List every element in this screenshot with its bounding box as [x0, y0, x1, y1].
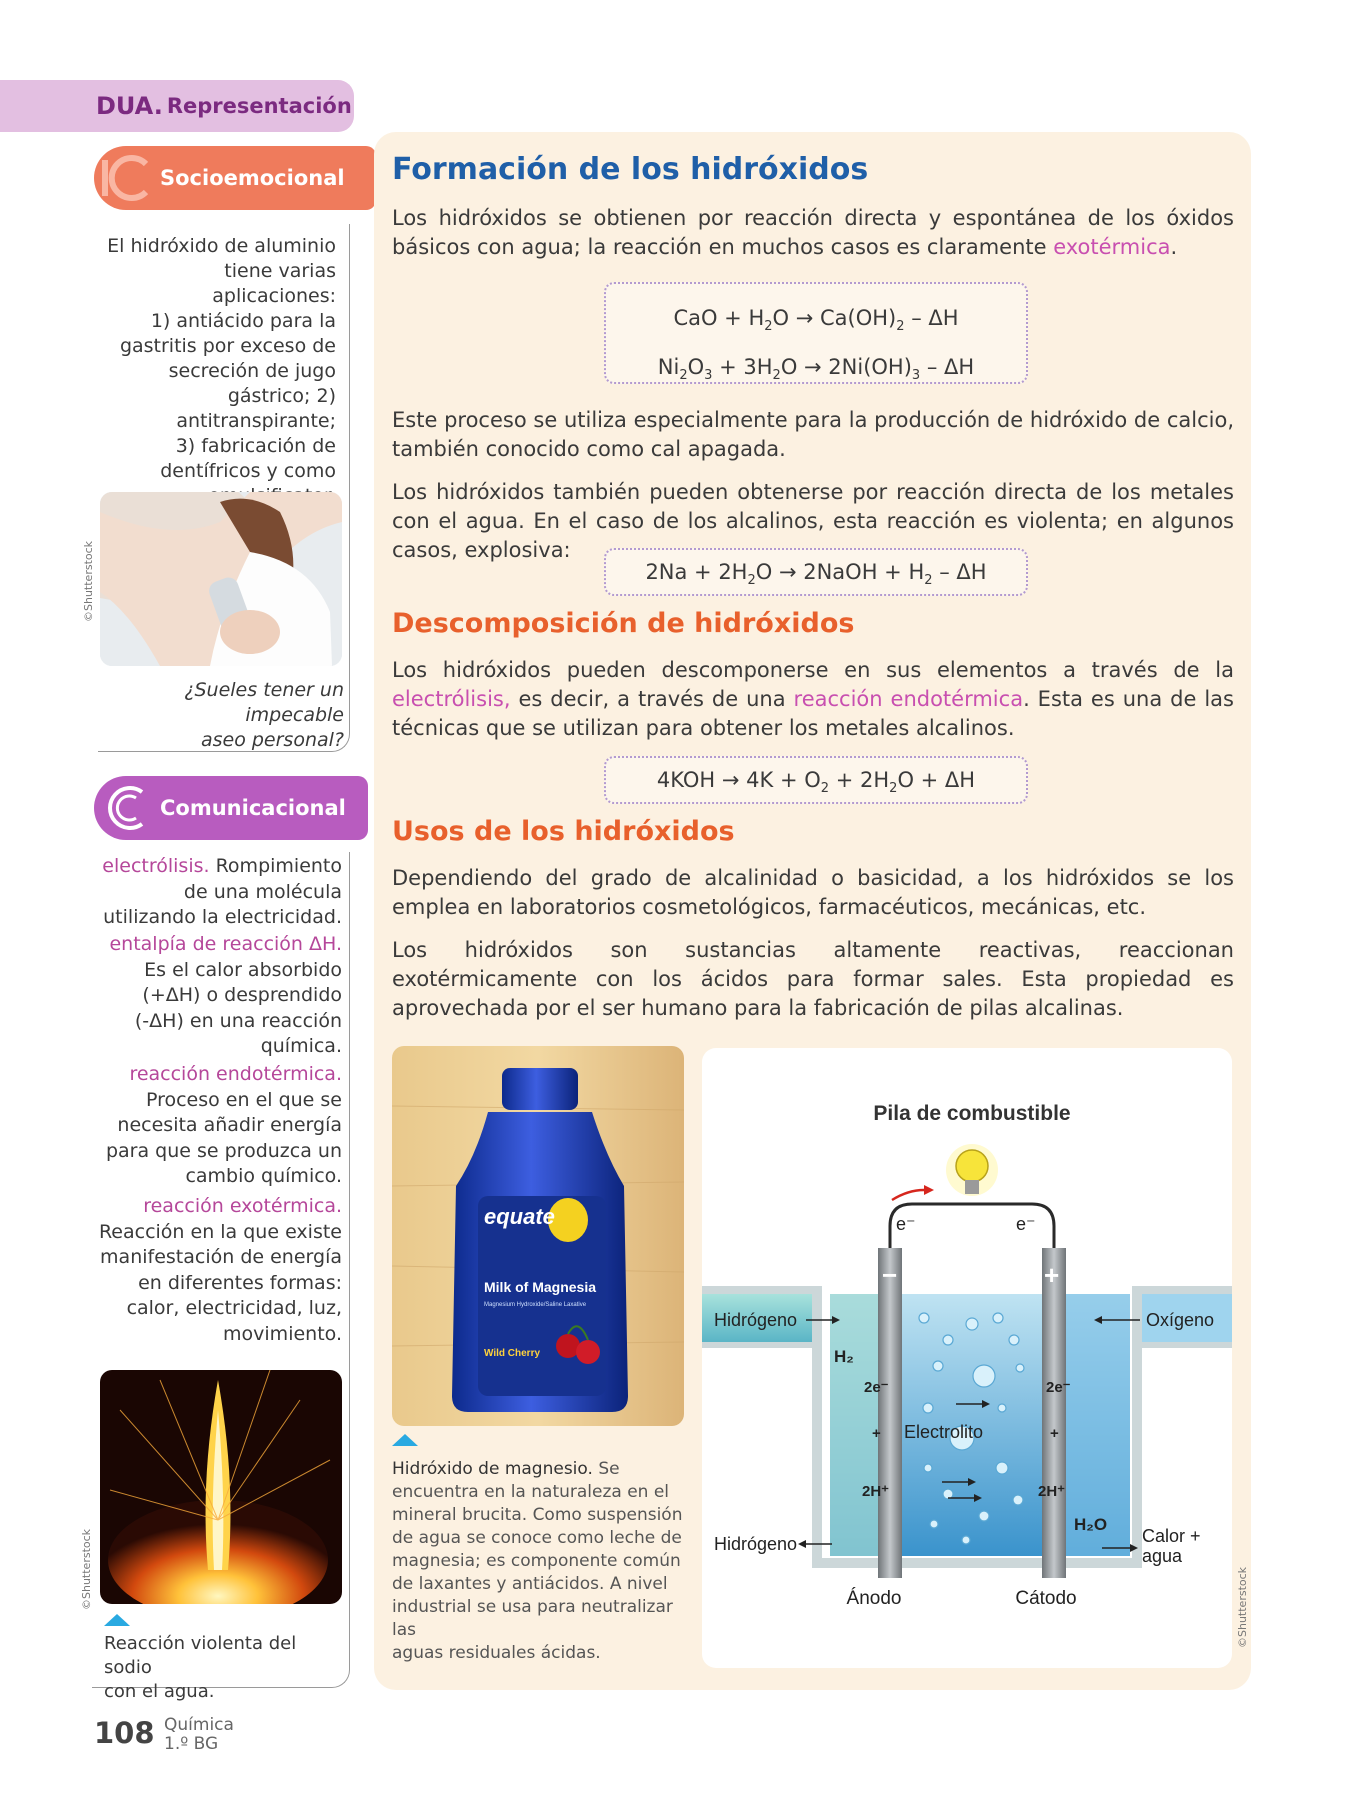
glossary-def: en diferentes formas:	[138, 1271, 342, 1294]
text: es decir, a través de una	[510, 687, 794, 711]
heading-usos: Usos de los hidróxidos	[392, 816, 735, 847]
bottle-product: Milk of Magnesia	[484, 1279, 597, 1295]
anode-label: Ánodo	[846, 1588, 902, 1609]
glossary-def: utilizando la electricidad.	[103, 906, 342, 928]
glossary-def: Reacción en la que existe	[98, 1220, 342, 1243]
glossary-def: necesita añadir energía	[117, 1114, 342, 1136]
paragraph-1	[392, 204, 1234, 262]
paragraph-3: Los hidróxidos también pueden obtenerse por reacción directa de los metales con el agua. En el caso de los alcalinos, esta reacción es violenta; en algunos casos, explosiva:	[392, 480, 1234, 562]
grade-label: 1.º BG	[164, 1734, 219, 1754]
socioemocional-icon	[94, 146, 158, 210]
magnesia-caption	[392, 1458, 692, 1665]
equation-box-1	[604, 282, 1028, 384]
dua-banner	[0, 80, 354, 132]
hydrogen-in-label: Hidrógeno	[714, 1310, 798, 1330]
heading-descomposicion: Descomposición de hidróxidos	[392, 608, 855, 639]
glossary-entry-entalpia	[96, 932, 342, 1060]
socioemocional-header	[94, 146, 376, 210]
photo-credit: ©Shutterstock	[80, 1528, 93, 1610]
deodorant-photo	[100, 492, 342, 666]
text: Los hidróxidos se obtienen por reacción directa y espontánea de los óxidos básicos con agua; la reacción en muchos casos es claramente	[392, 206, 1234, 259]
subject-label: Química	[164, 1715, 234, 1735]
caption-text: encuentra en la naturaleza en el	[392, 1482, 670, 1502]
socio-line: 1) antiácido para la	[150, 310, 336, 332]
footer-subject	[164, 1716, 234, 1754]
caption-line: Reacción violenta del sodio	[104, 1633, 297, 1678]
glossary-term: reacción endotérmica.	[129, 1063, 342, 1085]
caption-title: Hidróxido de magnesio.	[392, 1459, 593, 1479]
glossary-def: Es el calor absorbido	[144, 958, 342, 981]
electrolyte-label: Electrolito	[904, 1422, 984, 1442]
glossary-def: (+ΔH) o desprendido	[142, 984, 342, 1006]
sodium-reaction-photo	[100, 1370, 342, 1604]
milk-of-magnesia-photo	[392, 1046, 684, 1426]
electron-right-label: e⁻	[1016, 1214, 1036, 1234]
plus-sign: +	[1044, 1260, 1060, 1290]
equation-koh: $4KOH \to 4K + O_2 + 2H_2O + \Delta H$	[656, 768, 976, 797]
equation-box-3	[604, 756, 1028, 804]
dua-label-strong: DUA.	[96, 92, 163, 120]
glossary-entry-exotermica	[96, 1194, 342, 1347]
socio-line: 3) fabricación de	[175, 435, 336, 457]
glossary-term: reacción exotérmica.	[143, 1195, 342, 1217]
caption-text: magnesia; es componente común	[392, 1551, 681, 1571]
paragraph-2: Este proceso se utiliza especialmente para la producción de hidróxido de calcio, también conocido como cal apagada.	[392, 408, 1234, 461]
minus-sign: −	[882, 1260, 898, 1290]
term-electrolisis: electrólisis,	[392, 687, 511, 711]
socio-line: tiene varias aplicaciones:	[212, 260, 336, 307]
glossary-def: (-ΔH) en una reacción	[134, 1009, 342, 1032]
anode-rod	[878, 1248, 902, 1578]
socio-line: gástrico; 2)	[227, 385, 336, 407]
glossary-def: cambio químico.	[185, 1165, 342, 1187]
glossary-term: entalpía de reacción ΔH.	[109, 933, 342, 955]
hydrogen-out-label: Hidrógeno	[714, 1534, 798, 1554]
socio-line: gastritis por exceso de	[119, 335, 336, 357]
two-e-right-label: 2e⁻	[1046, 1379, 1071, 1396]
paragraph-4	[392, 656, 1234, 743]
socio-line: secreción de jugo	[168, 360, 336, 382]
photo-credit: ©Shutterstock	[82, 540, 95, 622]
text: . Esta es una de las técnicas que se utilizan para obtener los metales alcalinos.	[392, 687, 1234, 740]
glossary-term: electrólisis.	[102, 855, 210, 877]
glossary-entry-endotermica	[96, 1062, 342, 1190]
sodium-caption	[104, 1632, 344, 1704]
bottle-brand: equate	[484, 1204, 555, 1229]
bottle-flavor: Wild Cherry	[484, 1348, 541, 1359]
diagram-title: Pila de combustible	[873, 1102, 1071, 1125]
socioemocional-title: Socioemocional	[160, 166, 345, 190]
paragraph-5: Dependiendo del grado de alcalinidad o basicidad, a los hidróxidos se los emplea en laboratorios cosmetológicos, farmacéuticos, mecánicas, etc.	[392, 866, 1234, 919]
equation-ni2o3: $Ni_2O_3 + 3H_2O \to 2Ni(OH)_3 - \Delta H$	[657, 355, 975, 384]
light-bulb-icon	[946, 1144, 998, 1196]
text: .	[1170, 235, 1178, 259]
caption-text: aguas residuales ácidas.	[392, 1643, 601, 1663]
glossary-def: Rompimiento	[209, 855, 342, 877]
socioemocional-text	[98, 234, 336, 509]
page-number: 108	[94, 1716, 155, 1750]
socioemocional-question	[98, 678, 344, 753]
socio-line: El hidróxido de aluminio	[107, 235, 336, 257]
caption-line: con el agua.	[104, 1681, 215, 1702]
heat-water-label-1: Calor +	[1142, 1526, 1201, 1546]
glossary-def: química.	[260, 1035, 342, 1057]
dua-label: Representación	[166, 94, 352, 118]
bottle-sub: Magnesium Hydroxide/Saline Laxative	[484, 1302, 587, 1308]
term-endotermica: reacción endotérmica	[793, 687, 1024, 711]
electron-left-label: e⁻	[896, 1214, 916, 1234]
two-h-left-label: 2H⁺	[862, 1483, 890, 1500]
equation-cao: CaO + $H_2O \to Ca(OH)_2 - \Delta H$	[673, 306, 959, 335]
caption-triangle-icon	[104, 1614, 130, 1626]
glossary-def: calor, electricidad, luz,	[126, 1297, 342, 1319]
socio-line: antitranspirante;	[176, 410, 336, 432]
glossary-def: Proceso en el que se	[145, 1088, 342, 1111]
current-arrow-icon	[892, 1190, 924, 1200]
plus-left-label: +	[872, 1425, 881, 1442]
paragraph-6: Los hidróxidos son sustancias altamente reactivas, reaccionan exotérmicamente con los ácidos para formar sales. Esta propiedad es aprovechada por el ser humano para la fabricación de pilas alcalinas.	[392, 938, 1234, 1020]
equation-na: $2Na + 2H_2O$ → 2NaOH + $H_2$ – ΔH	[645, 560, 987, 589]
h2o-label: H₂O	[1074, 1515, 1108, 1534]
caption-text: de laxantes y antiácidos. A nivel	[392, 1574, 668, 1594]
fuel-cell-diagram-card	[702, 1048, 1232, 1668]
glossary-def: manifestación de energía	[100, 1246, 342, 1268]
two-e-left-label: 2e⁻	[864, 1379, 889, 1396]
caption-text: industrial se usa para neutralizar las	[392, 1597, 673, 1640]
heat-water-label-2: agua	[1142, 1546, 1183, 1566]
term-exotermica: exotérmica	[1053, 235, 1171, 259]
question-line: aseo personal?	[200, 729, 344, 751]
plus-right-label: +	[1050, 1425, 1059, 1442]
equation-box-2	[604, 548, 1028, 596]
glossary-def: para que se produzca un	[105, 1139, 342, 1162]
cathode-rod	[1042, 1248, 1066, 1578]
glossary-def: movimiento.	[223, 1322, 342, 1345]
comunicacional-header	[94, 776, 368, 840]
glossary-entry-electrolisis	[96, 854, 342, 931]
oxygen-label: Oxígeno	[1146, 1310, 1215, 1330]
glossary-def: de una molécula	[183, 880, 342, 903]
caption-triangle-icon	[392, 1434, 418, 1446]
caption-text: de agua se conoce como leche de	[392, 1528, 682, 1548]
caption-text: Se	[592, 1459, 620, 1479]
heading-formacion: Formación de los hidróxidos	[392, 152, 869, 187]
caption-text: mineral brucita. Como suspensión	[392, 1505, 683, 1525]
comunicacional-icon	[94, 776, 158, 840]
h2-label: H₂	[834, 1347, 854, 1366]
cathode-label: Cátodo	[1015, 1588, 1077, 1609]
text: Los hidróxidos pueden descomponerse en sus elementos a través de la	[392, 658, 1234, 682]
question-line: ¿Sueles tener un impecable	[184, 679, 344, 726]
diagram-credit: ©Shutterstock	[1236, 1566, 1249, 1648]
fuel-cell-diagram	[702, 1048, 1232, 1668]
comunicacional-title: Comunicacional	[160, 796, 346, 820]
two-h-right-label: 2H⁺	[1038, 1483, 1066, 1500]
socio-line: dentífricos y como	[160, 460, 336, 482]
